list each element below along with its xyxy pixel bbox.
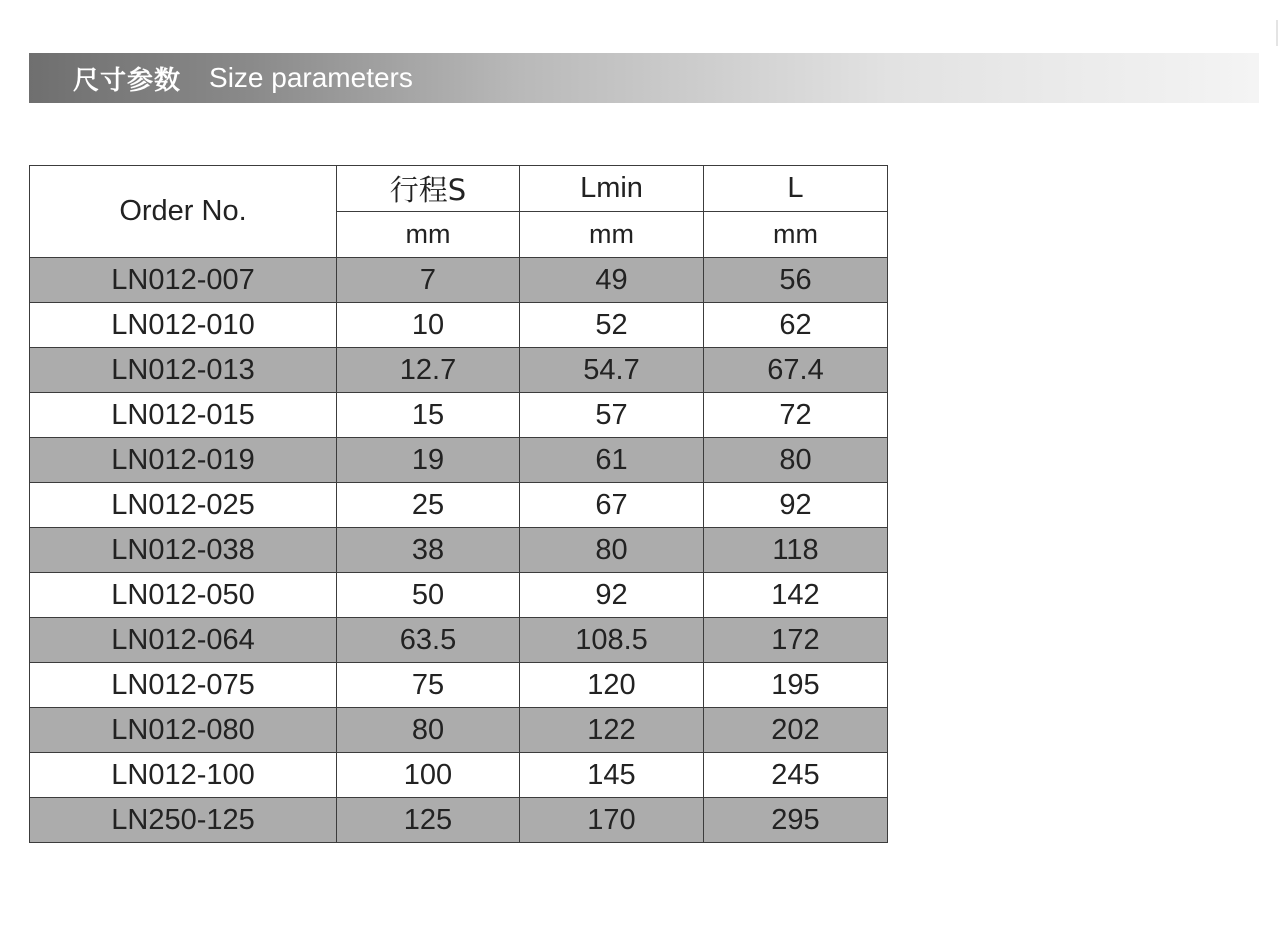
unit-stroke: mm <box>337 212 520 258</box>
cell-l: 295 <box>704 798 888 843</box>
cell-l: 142 <box>704 573 888 618</box>
cell-order: LN012-100 <box>30 753 337 798</box>
cell-lmin: 170 <box>520 798 704 843</box>
cell-lmin: 52 <box>520 303 704 348</box>
table-row <box>30 393 888 438</box>
table-row <box>30 303 888 348</box>
cell-l: 67.4 <box>704 348 888 393</box>
cell-order: LN012-080 <box>30 708 337 753</box>
table-row <box>30 438 888 483</box>
cell-l: 92 <box>704 483 888 528</box>
cell-stroke: 100 <box>337 753 520 798</box>
table-row <box>30 348 888 393</box>
cell-order: LN012-013 <box>30 348 337 393</box>
cell-order: LN012-050 <box>30 573 337 618</box>
cell-stroke: 19 <box>337 438 520 483</box>
cell-stroke: 63.5 <box>337 618 520 663</box>
cell-lmin: 57 <box>520 393 704 438</box>
table-row <box>30 528 888 573</box>
cell-stroke: 38 <box>337 528 520 573</box>
cell-lmin: 122 <box>520 708 704 753</box>
cell-stroke: 80 <box>337 708 520 753</box>
cell-l: 195 <box>704 663 888 708</box>
cell-stroke: 25 <box>337 483 520 528</box>
table-row <box>30 618 888 663</box>
cell-stroke: 7 <box>337 258 520 303</box>
table-row <box>30 483 888 528</box>
cell-l: 56 <box>704 258 888 303</box>
cell-order: LN012-007 <box>30 258 337 303</box>
cell-lmin: 92 <box>520 573 704 618</box>
cell-lmin: 61 <box>520 438 704 483</box>
cell-order: LN012-064 <box>30 618 337 663</box>
cell-stroke: 10 <box>337 303 520 348</box>
cell-order: LN012-025 <box>30 483 337 528</box>
header-l: L <box>704 166 888 212</box>
header-lmin: Lmin <box>520 166 704 212</box>
cell-stroke: 125 <box>337 798 520 843</box>
section-header <box>29 53 1259 103</box>
size-parameters-table <box>29 165 888 843</box>
cell-l: 202 <box>704 708 888 753</box>
section-title-en: Size parameters <box>209 62 413 93</box>
table-row <box>30 258 888 303</box>
edge-mark <box>1276 20 1278 46</box>
cell-stroke: 15 <box>337 393 520 438</box>
table-row <box>30 708 888 753</box>
cell-lmin: 108.5 <box>520 618 704 663</box>
cell-stroke: 12.7 <box>337 348 520 393</box>
cell-lmin: 145 <box>520 753 704 798</box>
cell-lmin: 54.7 <box>520 348 704 393</box>
cell-order: LN012-075 <box>30 663 337 708</box>
cell-order: LN250-125 <box>30 798 337 843</box>
cell-stroke: 75 <box>337 663 520 708</box>
header-stroke: 行程S <box>337 166 520 212</box>
cell-l: 62 <box>704 303 888 348</box>
cell-l: 245 <box>704 753 888 798</box>
table-header-row <box>30 166 888 212</box>
section-title-cn: 尺寸参数 <box>73 65 182 96</box>
cell-l: 118 <box>704 528 888 573</box>
table-row <box>30 663 888 708</box>
table-row <box>30 753 888 798</box>
table-row <box>30 573 888 618</box>
cell-l: 80 <box>704 438 888 483</box>
cell-lmin: 120 <box>520 663 704 708</box>
cell-stroke: 50 <box>337 573 520 618</box>
unit-l: mm <box>704 212 888 258</box>
cell-lmin: 49 <box>520 258 704 303</box>
cell-order: LN012-015 <box>30 393 337 438</box>
cell-lmin: 80 <box>520 528 704 573</box>
cell-l: 172 <box>704 618 888 663</box>
cell-order: LN012-010 <box>30 303 337 348</box>
cell-order: LN012-019 <box>30 438 337 483</box>
cell-lmin: 67 <box>520 483 704 528</box>
cell-l: 72 <box>704 393 888 438</box>
cell-order: LN012-038 <box>30 528 337 573</box>
unit-lmin: mm <box>520 212 704 258</box>
header-order-no: Order No. <box>30 166 337 258</box>
table-row <box>30 798 888 843</box>
